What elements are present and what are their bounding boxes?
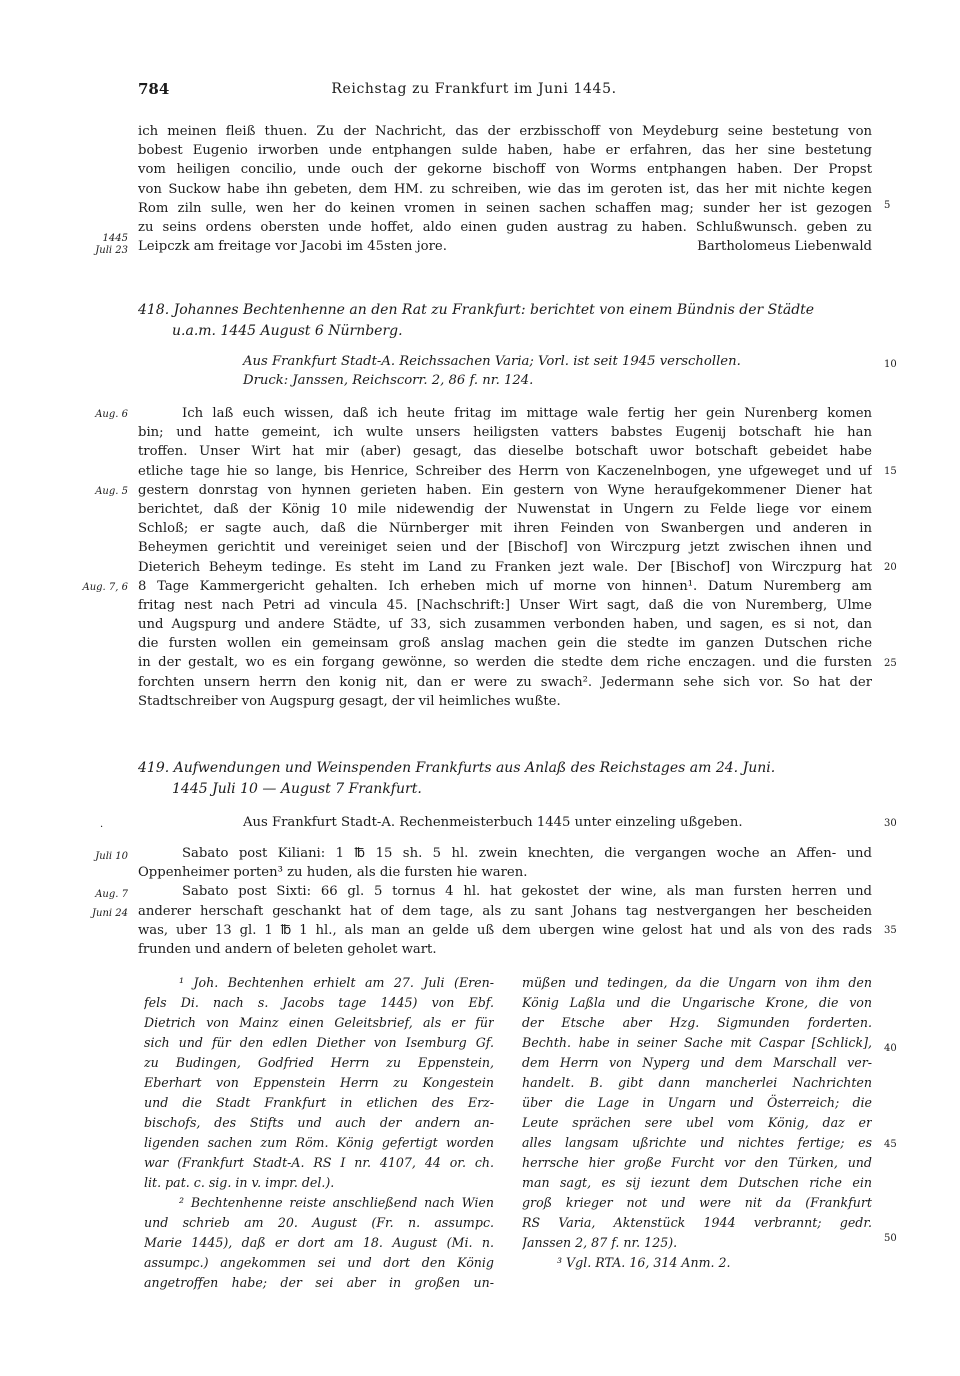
footnote-line: Eberhart von Eppenstein Herrn zu Kongestein [144,1075,494,1090]
margin-date-year: 1445 [102,233,128,244]
text-line: bin; und hatte gemeint, ich wulte unsers heiligsten vatters babstes Eugenij botschaft hie han [138,425,872,441]
line-number: 50 [884,1233,897,1244]
text-line: ich meinen fleiß thuen. Zu der Nachricht, das der erzbisschoff von Meydeburg seine bestetung von [138,124,872,139]
footnotes-right-column [522,973,872,1273]
margin-date: Aug. 7 [95,889,128,900]
footnote-line: herrsche hier große Furcht vor den Türken, und [522,1155,872,1170]
text-line: gestern donrstag von hynnen gerieten haben. Ein gestern von Wyne heraufgekommener Diener hat [138,482,872,498]
entry-title-line: 1445 Juli 10 — August 7 Frankfurt. [172,781,422,797]
running-title: Reichstag zu Frankfurt im Juni 1445. [331,81,617,97]
footnote-line: Leute sprächen sere ubel vom König, daz er [522,1115,872,1130]
footnote-line: ² Bechtenhenne reiste anschließend nach Wien [179,1195,494,1210]
line-number: 15 [884,466,897,477]
entry-title-line: 418. Johannes Bechtenhenne an den Rat zu Frankfurt: berichtet von einem Bündnis der Städte [138,302,815,318]
footnote-line: König Laßla und die Ungarische Krone, die von [522,995,872,1010]
footnote-line: groß krieger not und were nit da (Frankfurt [522,1195,872,1210]
footnote-line: handelt. B. gibt dann mancherlei Nachrichten [522,1075,872,1090]
text-line: Dieterich Beheym tedinge. Es steht im Land zu Franken jezt wale. Der [Bischof] von Wirczpurg hat [138,559,872,575]
text-line: forchten unsern herrn den konig nit, dan er were zu swach². Jedermann sehe sich vor. So hat der [138,674,872,690]
footnote-line: über die Lage in Ungarn und Österreich; die [522,1095,872,1110]
text-line: Sabato post Kiliani: 1 ℔ 15 sh. 5 hl. zwein knechten, die vergangen woche an Affen- und [182,846,872,861]
footnote-line: man sagt, es sij iezunt dem Dutschen riche ein [522,1175,872,1190]
footnote-line: Dietrich von Mainz einen Geleitsbrief, als er für [144,1015,494,1030]
footnote-line: und schrieb am 20. August (Fr. n. assumpc. [144,1215,494,1230]
entry-title-line: u.a.m. 1445 August 6 Nürnberg. [172,323,403,339]
entry-419-source [138,813,872,832]
footnote-line: assumpc.) angekommen sei und dort den König [144,1255,494,1270]
text-line: von Suckow habe ihn gebeten, dem HM. zu schreiben, wie das im geroten ist, das her mit nichte kegen [138,181,872,197]
text-line: 8 Tage Kammergericht gehalten. Ich erheben mich uf morne von hinnen¹. Datum Nuremberg am [138,578,872,594]
text-line: frunden und andern of beleten geholet wart. [138,941,437,957]
entry-418-body [138,404,872,711]
text-line: in der gestalt, wo es ein forgang gewönne, so werden die stedte dem riche enczagen. und die fursten [138,655,872,671]
source-note: Aus Frankfurt Stadt-A. Rechenmeisterbuch 1445 unter einzeling ußgeben. [243,815,743,830]
line-number: 5 [884,200,891,211]
line-number: 20 [884,562,897,573]
closing-line [138,237,872,256]
footnote-line: angetroffen habe; der sei aber in großen un- [144,1275,494,1290]
dating-clause: Leipczk am freitage vor Jacobi im 45sten jore. [138,239,447,255]
footnote-line: der Etsche aber Hzg. Sigmunden forderten. [522,1015,872,1030]
page-number: 784 [138,80,170,98]
footnote-line: Marie 1445), daß er dort am 18. August (Mi. n. [144,1235,494,1250]
line-number: 40 [884,1043,897,1054]
text-line: Ich laß euch wissen, daß ich heute fritag im mittage wale fertig her gein Nurenberg komen [182,406,872,421]
text-line: etliche tage hie so lange, bis Henrice, Schreiber des Herrn von Kaczenelnbogen, yne ufgeweget und uf [138,463,872,479]
footnote-line: lit. pat. c. sig. in v. impr. del.). [144,1175,335,1190]
line-number: 45 [884,1139,897,1150]
footnote-line: sich und für den edlen Diether von Isemburg Gf. [144,1035,494,1050]
entry-title-line: 419. Aufwendungen und Weinspenden Frankfurts aus Anlaß des Reichstages am 24. Juni. [138,760,776,776]
text-line: Schloß; er sagte auch, daß die Nürnberger mit ihren Feinden von Swanbergen und anderen in [138,521,872,537]
footnote-line: fels Di. nach s. Jacobs tage 1445) von Ebf. [144,995,494,1010]
text-line: bobest Eugenio irworben unde entphangen sulde haben, habe er erfahren, das her sine bestetung [138,143,872,159]
text-line: Sabato post Sixti: 66 gl. 5 tornus 4 hl. hat gekostet der wine, als man fursten herren und [182,884,872,900]
text-line: troffen. Unser Wirt hat mir (aber) gesagt, das dieselbe botschaft uwor botschaft gebeidet habe [138,444,872,460]
line-number: 35 [884,925,897,936]
entry-419-body [138,844,872,959]
line-number: 30 [884,818,897,829]
margin-date: Aug. 6 [95,409,128,420]
footnote-line: ¹ Joh. Bechtenhen erhielt am 27. Juli (Eren- [179,975,494,990]
entry-419-heading [138,758,872,800]
text-line: fritag nest nach Petri ad vincula 45. [Nachschrift:] Unser Wirt sagt, daß die von Nuremberg, Ulme [138,597,872,613]
text-line: Rom ziln sulle, wen her do keinen vromen in seinen sachen schaffen mag; sunder her ist gezogen [138,200,872,216]
text-line: was, uber 13 gl. 1 ℔ 1 hl., als man an gelde uß dem ubergen wine gelost hat und als von des rads [138,922,872,938]
entry-418-heading [138,300,872,342]
stray-mark: · [100,822,104,833]
print-note: Druck: Janssen, Reichscorr. 2, 86 f. nr. 124. [243,373,534,389]
footnote-line: ligenden sachen zum Röm. König gefertigt worden [144,1135,494,1150]
line-number: 25 [884,658,897,669]
text-line: Beheymen gerichtit und vereiniget seien und der [Bischof] von Wirczpurg jetzt zwischen ihnen und [138,540,872,556]
footnote-line: dem Herrn von Nyperg und dem Marschall ver- [522,1055,872,1070]
margin-date: Aug. 7, 6 [82,582,128,593]
footnote-line: Janssen 2, 87 f. nr. 125). [522,1235,678,1250]
source-note: Aus Frankfurt Stadt-A. Reichssachen Varia; Vorl. ist seit 1945 verschollen. [243,354,741,369]
footnote-line: bischofs, des Stifts und auch der andern an- [144,1115,494,1130]
text-line: zu seins ordens obersten unde hoffet, aldo einen guden austrag zu haben. Schlußwunsch. geben zu [138,219,872,235]
footnote-line: ³ Vgl. RTA. 16, 314 Anm. 2. [557,1255,731,1270]
text-line: die fursten wollen ein gemeinsam groß anslag machen gein die stedte im ganzen Dutschen riche [138,636,872,652]
margin-date: Juni 24 [92,908,128,919]
entry-418-source [138,352,872,390]
text-line: Oppenheimer porten³ zu huden, als die fursten hie waren. [138,865,528,881]
text-line: berichtet, daß der König 10 mile nidewendig der Nuwenstat in Ungern zu Felde liege vor einem [138,501,872,517]
margin-date: Aug. 5 [95,486,128,497]
text-line: vom heiligen concilio, unde ouch der gekorne bischoff von Worms entphangen haben. Der Propst [138,162,872,178]
footnote-line: RS Varia, Aktenstück 1944 verbrannt; gedr. [522,1215,872,1230]
footnote-line: und die Stadt Frankfurt in etlichen des Erz- [144,1095,494,1110]
footnote-line: zu Budingen, Godfried Herrn zu Eppenstein, [144,1055,494,1070]
footnotes-left-column [144,973,494,1293]
footnote-line: müßen und tedingen, da die Ungarn von ihm den [522,975,872,990]
text-line: anderer herschaft geschankt hat of dem tage, als zu sant Johans tag nestvergangen her bescheiden [138,903,872,919]
footnote-line: alles langsam ußrichte und nichtes fertige; es [522,1135,872,1150]
margin-date: Juli 10 [95,851,128,862]
continuation-text [138,122,872,256]
text-line: und Augspurg und andere Städte, uf 33, sich zusammen verbonden haben, und sagen, es si not, dan [138,617,872,633]
footnote-line: Bechth. habe in seiner Sache mit Caspar [Schlick], [522,1035,872,1050]
signature: Bartholomeus Liebenwald [697,239,872,255]
text-line: Stadtschreiber von Augspurg gesagt, der vil heimliches wußte. [138,693,561,709]
margin-date [78,233,128,257]
line-number: 10 [884,359,897,370]
margin-date-day: Juli 23 [95,245,128,256]
footnote-line: war (Frankfurt Stadt-A. RS I nr. 4107, 44 or. ch. [144,1155,494,1170]
